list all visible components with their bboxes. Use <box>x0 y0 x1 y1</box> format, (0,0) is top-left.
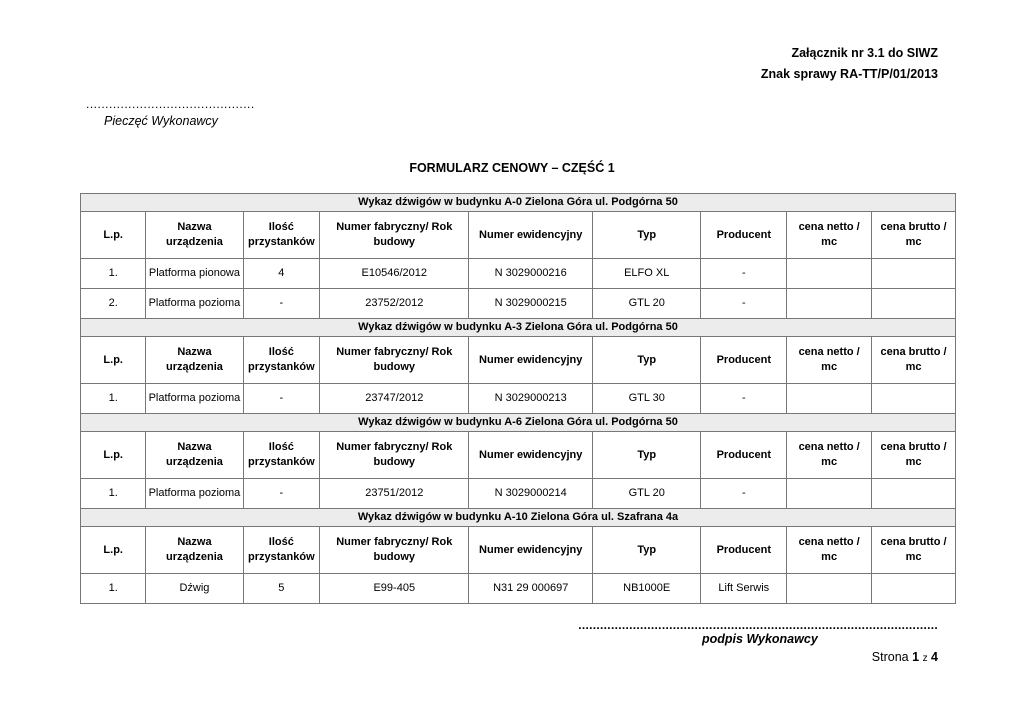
column-header: Ilość przystanków <box>243 212 320 259</box>
table-row <box>81 259 956 289</box>
table-cell <box>787 479 872 509</box>
section-header <box>81 414 956 432</box>
column-header: Producent <box>701 337 787 384</box>
section-title: Wykaz dźwigów w budynku A-6 Zielona Góra ul. Podgórna 50 <box>81 414 956 432</box>
column-header: L.p. <box>81 432 146 479</box>
table-cell: 5 <box>243 574 320 604</box>
case-number: Znak sprawy RA-TT/P/01/2013 <box>760 67 938 81</box>
section-title: Wykaz dźwigów w budynku A-10 Zielona Góra ul. Szafrana 4a <box>81 509 956 527</box>
page-current: 1 <box>912 650 920 664</box>
table-cell: - <box>243 384 320 414</box>
table-cell: ELFO XL <box>593 259 701 289</box>
table-cell: 23752/2012 <box>320 289 469 319</box>
page-separator: z <box>922 653 928 664</box>
section-title: Wykaz dźwigów w budynku A-0 Zielona Góra ul. Podgórna 50 <box>81 194 956 212</box>
column-header: L.p. <box>81 212 146 259</box>
table-cell: - <box>701 289 787 319</box>
table-cell: 1. <box>81 259 146 289</box>
signature-label: podpis Wykonawcy <box>702 632 818 646</box>
table-row <box>81 289 956 319</box>
page-number <box>872 650 938 664</box>
table-cell: E99-405 <box>320 574 469 604</box>
column-header: Producent <box>701 527 787 574</box>
column-header: Typ <box>593 432 701 479</box>
column-header: cena netto / mc <box>787 337 872 384</box>
table-cell <box>872 479 956 509</box>
table-row <box>81 384 956 414</box>
table-cell: 2. <box>81 289 146 319</box>
column-header: L.p. <box>81 337 146 384</box>
table-cell: - <box>243 289 320 319</box>
column-header: Numer fabryczny/ Rok budowy <box>320 527 469 574</box>
table-cell: Lift Serwis <box>701 574 787 604</box>
table-cell: 23747/2012 <box>320 384 469 414</box>
column-header: Nazwa urządzenia <box>146 527 243 574</box>
table-cell: - <box>701 384 787 414</box>
table-row <box>81 479 956 509</box>
page-prefix: Strona <box>871 650 909 664</box>
column-header: Numer fabryczny/ Rok budowy <box>320 432 469 479</box>
table-cell <box>872 259 956 289</box>
section-header <box>81 319 956 337</box>
section-header <box>81 194 956 212</box>
table-cell: NB1000E <box>593 574 701 604</box>
column-header: Ilość przystanków <box>243 337 320 384</box>
table-cell: N 3029000213 <box>469 384 593 414</box>
table-cell: N31 29 000697 <box>469 574 593 604</box>
column-header: cena brutto / mc <box>872 212 956 259</box>
column-header: L.p. <box>81 527 146 574</box>
signature-dots: ................................................................................................... <box>578 618 938 632</box>
column-header: Producent <box>701 212 787 259</box>
section-title: Wykaz dźwigów w budynku A-3 Zielona Góra ul. Podgórna 50 <box>81 319 956 337</box>
stamp-label: Pieczęć Wykonawcy <box>104 114 218 128</box>
column-header: Nazwa urządzenia <box>146 432 243 479</box>
column-header: cena netto / mc <box>787 527 872 574</box>
table-cell: Platforma pionowa <box>146 259 243 289</box>
table-cell: N 3029000215 <box>469 289 593 319</box>
column-header-row <box>81 212 956 259</box>
column-header: cena brutto / mc <box>872 432 956 479</box>
column-header: Numer ewidencyjny <box>469 527 593 574</box>
column-header: Ilość przystanków <box>243 432 320 479</box>
column-header-row <box>81 432 956 479</box>
column-header: Typ <box>593 527 701 574</box>
column-header: Typ <box>593 337 701 384</box>
section-header <box>81 509 956 527</box>
column-header: Nazwa urządzenia <box>146 212 243 259</box>
table-cell: Platforma pozioma <box>146 384 243 414</box>
column-header-row <box>81 527 956 574</box>
page-total: 4 <box>931 650 938 664</box>
price-table <box>80 193 956 604</box>
table-cell <box>787 259 872 289</box>
annex-label: Załącznik nr 3.1 do SIWZ <box>791 46 938 60</box>
column-header: Nazwa urządzenia <box>146 337 243 384</box>
stamp-dots: ............................................ <box>86 97 255 111</box>
column-header: cena brutto / mc <box>872 527 956 574</box>
table-cell: 1. <box>81 574 146 604</box>
table-cell: - <box>243 479 320 509</box>
table-row <box>81 574 956 604</box>
form-title: FORMULARZ CENOWY – CZĘŚĆ 1 <box>409 161 615 175</box>
table-cell: E10546/2012 <box>320 259 469 289</box>
column-header: Producent <box>701 432 787 479</box>
table-cell: N 3029000214 <box>469 479 593 509</box>
column-header: Numer ewidencyjny <box>469 212 593 259</box>
column-header: Ilość przystanków <box>243 527 320 574</box>
column-header: cena netto / mc <box>787 432 872 479</box>
column-header: Numer fabryczny/ Rok budowy <box>320 337 469 384</box>
table-cell <box>872 574 956 604</box>
column-header: Numer ewidencyjny <box>469 432 593 479</box>
table-cell <box>787 574 872 604</box>
column-header-row <box>81 337 956 384</box>
table-cell <box>872 289 956 319</box>
table-cell: - <box>701 479 787 509</box>
table-cell: N 3029000216 <box>469 259 593 289</box>
column-header: cena netto / mc <box>787 212 872 259</box>
table-cell: GTL 20 <box>593 479 701 509</box>
table-cell: Dźwig <box>146 574 243 604</box>
table-cell <box>872 384 956 414</box>
table-cell: 1. <box>81 479 146 509</box>
column-header: Typ <box>593 212 701 259</box>
table-cell: GTL 20 <box>593 289 701 319</box>
table-cell: GTL 30 <box>593 384 701 414</box>
table-cell: - <box>701 259 787 289</box>
table-cell <box>787 384 872 414</box>
table-cell: Platforma pozioma <box>146 289 243 319</box>
column-header: cena brutto / mc <box>872 337 956 384</box>
table-cell: 23751/2012 <box>320 479 469 509</box>
column-header: Numer ewidencyjny <box>469 337 593 384</box>
table-cell: Platforma pozioma <box>146 479 243 509</box>
table-cell <box>787 289 872 319</box>
table-cell: 1. <box>81 384 146 414</box>
table-cell: 4 <box>243 259 320 289</box>
column-header: Numer fabryczny/ Rok budowy <box>320 212 469 259</box>
